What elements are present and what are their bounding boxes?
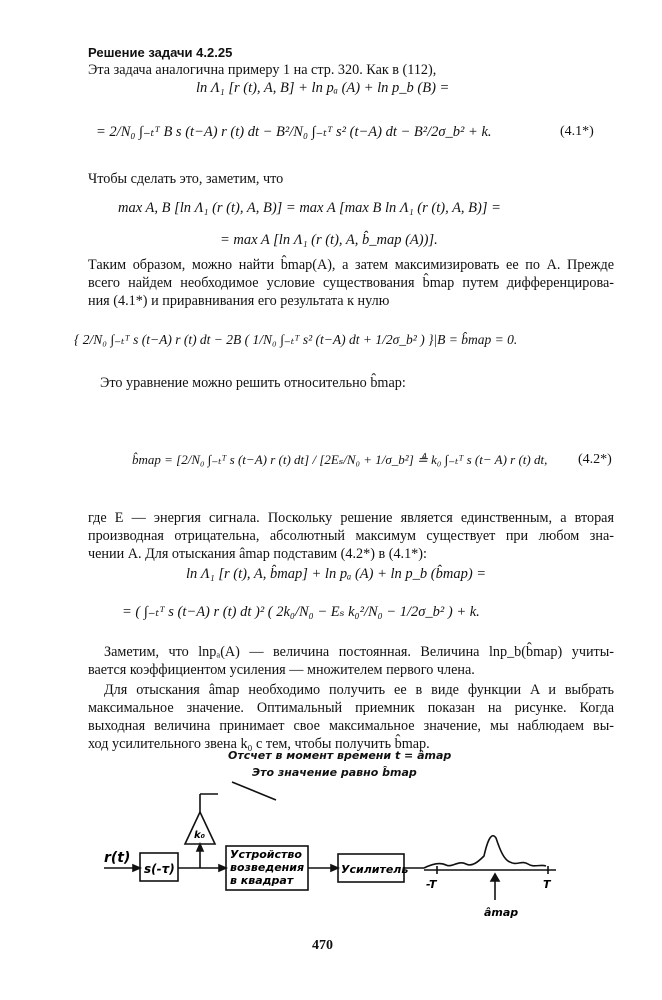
diagram-caption-value: Это значение равно b̂map xyxy=(252,766,417,779)
para7-line2: максимальное значение. Оптимальный приемник показан на рисунке. Когда xyxy=(88,700,614,716)
para6-line1: Заметим, что lnpₐ(A) — величина постоянная. Величина lnp_b(b̂map) учиты- xyxy=(104,644,614,660)
eq5-line2: = ( ∫₋ₜᵀ s (t−A) r (t) dt )² ( 2k₀/N₀ − Eₛ k₀²/N₀ − 1/2σ_b² ) + k. xyxy=(122,604,480,620)
square-label-2: возведения xyxy=(230,861,305,874)
para7-line3: выходная величина принимает свое максимальное значение, мы наблюдаем вы- xyxy=(88,718,614,734)
amplifier-label: Усилитель xyxy=(341,863,409,876)
input-label: r(t) xyxy=(104,850,131,866)
gain-label: k₀ xyxy=(194,830,206,841)
peak-arrowhead xyxy=(491,874,499,881)
square-label-3: в квадрат xyxy=(230,874,294,887)
eq5-line1: ln Λ₁ [r (t), A, b̂map] + ln pₐ (A) + ln p_b (b̂map) = xyxy=(186,566,487,582)
text-line-4: Это уравнение можно решить относительно b̂map: xyxy=(100,375,406,391)
para5-line2: производная отрицательна, абсолютный максимум существует при любом зна- xyxy=(88,528,614,544)
filter-label: s(-τ) xyxy=(144,862,175,876)
para5-line3: чении A. Для отыскания âmap подставим (4.2*) в (4.1*): xyxy=(88,546,427,562)
para3-line1: Таким образом, можно найти b̂map(A), а затем максимизировать ее по A. Прежде xyxy=(88,257,614,273)
output-waveform xyxy=(424,836,546,868)
para7-line1: Для отыскания âmap необходимо получить ее в виде функции A и выбрать xyxy=(104,682,614,698)
intro-line: Эта задача аналогична примеру 1 на стр. 320. Как в (112), xyxy=(88,62,437,78)
equation-derivative: { 2/N₀ ∫₋ₜᵀ s (t−A) r (t) dt − 2B ( 1/N₀ ∫₋ₜᵀ s² (t−A) dt + 1/2σ_b² ) }|B = b̂map = 0. xyxy=(74,332,518,347)
eq4-text: b̂map = [2/N₀ ∫₋ₜᵀ s (t−A) r (t) dt] / [2Eₛ/N₀ + 1/σ_b²] ≜ k₀ ∫₋ₜᵀ s (t− A) r (t) dt, xyxy=(132,452,548,467)
eq4-number: (4.2*) xyxy=(578,452,612,467)
eq2-line1: max A, B [ln Λ₁ (r (t), A, B)] = max A [max B ln Λ₁ (r (t), A, B)] = xyxy=(118,200,501,216)
square-arrowhead xyxy=(219,865,226,871)
para3-line3: ния (4.1*) и приравнивания его результата к нулю xyxy=(88,293,390,309)
gain-arrowhead xyxy=(197,844,203,851)
eq2-line2: = max A [ln Λ₁ (r (t), A, b̂_map (A))]. xyxy=(220,232,438,248)
eq1-line1: ln Λ₁ [r (t), A, B] + ln pₐ (A) + ln p_b (B) = xyxy=(196,80,450,96)
peak-label: âmap xyxy=(484,906,519,919)
input-arrowhead xyxy=(133,865,140,871)
receiver-block-diagram xyxy=(0,780,662,930)
para5-line1: где E — энергия сигнала. Поскольку решение является единственным, а вторая xyxy=(88,510,614,526)
text-line-2: Чтобы сделать это, заметим, что xyxy=(88,171,284,187)
sampling-switch xyxy=(232,782,276,800)
square-label-1: Устройство xyxy=(230,848,302,861)
diagram-caption-sample-time: Отсчет в момент времени t = âmap xyxy=(228,749,452,762)
amp-arrowhead xyxy=(331,865,338,871)
axis-label-t: T xyxy=(543,878,551,891)
solution-heading: Решение задачи 4.2.25 xyxy=(88,45,233,60)
eq1-line2: = 2/N₀ ∫₋ₜᵀ B s (t−A) r (t) dt − B²/N₀ ∫₋ₜᵀ s² (t−A) dt − B²/2σ_b² + k. xyxy=(96,124,492,140)
para3-line2: всего найдем необходимое условие существования b̂map путем дифференцирова- xyxy=(88,275,614,291)
axis-label-minus-t: -T xyxy=(426,878,437,891)
para6-line2: вается коэффициентом усиления — множителем первого члена. xyxy=(88,662,475,678)
eq1-number: (4.1*) xyxy=(560,124,594,139)
para7-line4: ход усилительного звена k₀ с тем, чтобы получить b̂map. xyxy=(88,736,430,752)
page-number: 470 xyxy=(312,938,333,953)
